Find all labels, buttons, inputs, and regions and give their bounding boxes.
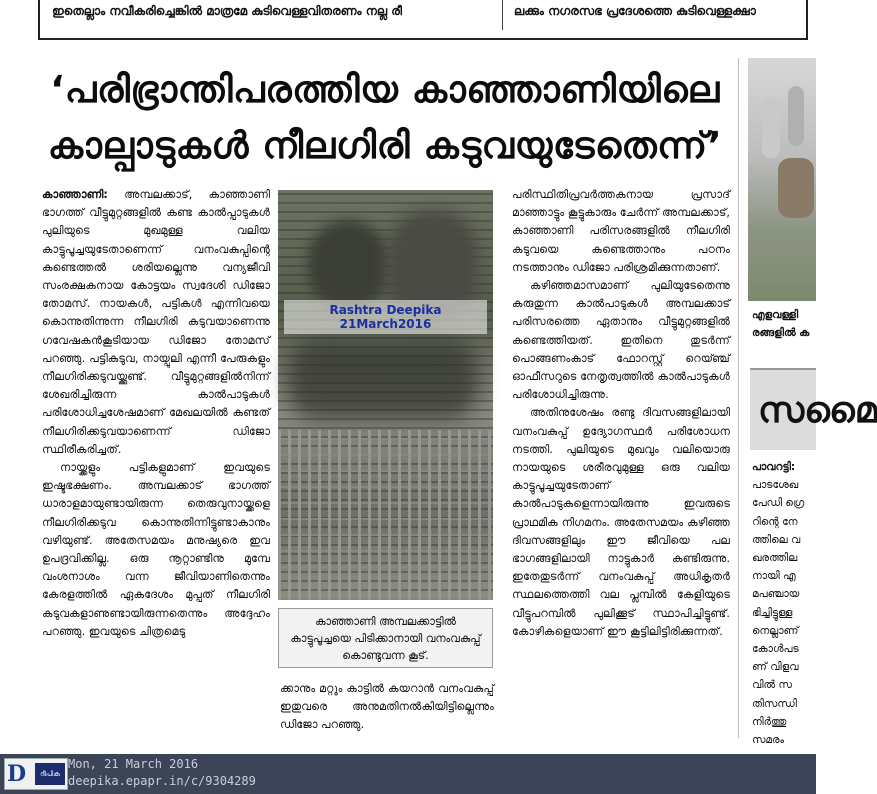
side-caption-line: എളവള്ളി xyxy=(752,309,799,321)
article-paragraph: ക്കാനും മറ്റും കാട്ടിൽ കയറാൻ വനംവകുപ്പ് ഇതുവരെ അനുമതിനൽകിയിട്ടില്ലെന്നും ഡിജോ പറഞ്ഞു. xyxy=(280,682,494,732)
side-article-text xyxy=(752,458,816,749)
side-text-line: കോൾപട xyxy=(752,643,799,656)
article-paragraph: അമ്പലക്കാട്, കാഞ്ഞാണി ഭാഗത്ത് വീട്ടുമുറ്റങ്ങളിൽ കണ്ട കാൽപ്പാടുകൾ പുലിയുടെ മുഖമുള്ള വലിയ കാട്ടുപൂച്ചയുടേതാണെന്ന് വനംവകുപ്പിന്റെ കണ്ടെത്തൽ ശരിയല്ലെന്നു വന്യജീവി സംരക്ഷകനായ കോട്ടയം സ്വദേശി ഡിജോ തോമസ്. നായകൾ, പട്ടികൾ എന്നിവയെ കൊന്നുതിന്നുന്ന നീലഗിരി കടുവയാണെന്നു ഗവേഷകൻകൂടിയായ ഡിജോ തോമസ് പറഞ്ഞു. പട്ടികടുവ, നായ്പുലി എന്നീ പേരുകളും നീലഗിരിക്കടുവയ്ക്കുണ്ട്. വീട്ടുമുറ്റങ്ങളിൽനിന്ന് ശേഖരിച്ചിരുന്ന കാൽപാടുകൾ പരിശോധിച്ചശേഷമാണ് മേഖലയിൽ കണ്ടത് നീലഗിരിക്കടുവയാണെന്ന് ഡിജോ സ്ഥിരീകരിച്ചത്. xyxy=(42,188,270,456)
dateline: കാഞ്ഞാണി: xyxy=(42,188,108,201)
side-article-photo xyxy=(748,58,816,301)
headline xyxy=(40,62,730,174)
publication-date: Mon, 21 March 2016 xyxy=(68,757,199,771)
epaper-link[interactable]: deepika.epapr.in/c/9304289 xyxy=(68,774,256,788)
person-figure xyxy=(762,98,780,158)
side-text-line: സമരം xyxy=(752,734,784,747)
photo-watermark: Rashtra Deepika 21March2016 xyxy=(284,300,487,334)
photo-blur-region xyxy=(308,220,388,310)
cage-image xyxy=(278,430,493,600)
column-divider xyxy=(738,58,739,738)
side-article-heading: സമൈ xyxy=(750,368,816,450)
person-figure xyxy=(788,86,804,146)
side-text-line: ത്തിലെ വ xyxy=(752,533,801,546)
photo-caption: കാഞ്ഞാണി അമ്പലക്കാട്ടിൽ കാട്ടുപൂച്ചയെ പിടിക്കാനായി വനംവകുപ്പ് കൊണ്ടുവന്ന കൂട്. xyxy=(278,608,493,668)
article-column-1 xyxy=(42,186,270,754)
side-text-line: പാടശേഖ xyxy=(752,479,799,492)
person-figure xyxy=(778,158,814,218)
article-paragraph: അതിനുശേഷം രണ്ടു ദിവസങ്ങളിലായി വനംവകുപ്പ് ഉദ്യോഗസ്ഥർ പരിശോധന നടത്തി. പുലിയുടെ മുഖവും വലിയൊരു നായയുടെ ശരീരവുമുള്ള ഒരു വലിയ കാട്ടുപൂച്ചയുടേതാണ് കാൽപാടുകളെന്നായിരുന്നു ഇവരുടെ പ്രാഥമിക നിഗമനം. അതേസമയം കഴിഞ്ഞ ദിവസങ്ങളിലും ഈ ജീവിയെ പല ഭാഗങ്ങളിലായി നാട്ടുകാർ കണ്ടിരുന്നു. ഇതേതുടർന്ന് വനംവകുപ്പ് അധികൃതർ സ്ഥലത്തെത്തി വല പ്ലമ്പിൽ കേളിയുടെ വീട്ടുപറമ്പിൽ പുലിക്കൂട് സ്ഥാപിച്ചിട്ടുണ്ട്. കോഴികളെയാണ് ഈ കൂട്ടിലിട്ടിരിക്കുന്നത്. xyxy=(512,406,730,638)
side-text-line: പേഡി ഗ്രെ xyxy=(752,497,805,510)
side-text-line: മപഞ്ചായ xyxy=(752,588,800,601)
side-photo-caption xyxy=(752,306,816,342)
side-text-line: ഭിച്ചിട്ടുള്ള xyxy=(752,606,793,619)
article-paragraph: കഴിഞ്ഞമാസമാണ് പുലിയുടേതെന്നു കരുതുന്ന കാൽപാടുകൾ അമ്പലക്കാട് പരിസരത്തെ ഏതാനും വീട്ടുമുറ്റങ്ങളിൽ കണ്ടെത്തിയത്. ഇതിനെ തുടർന്ന് പൊങ്ങണംകാട് ഫോറസ്റ്റ് റെയ്ഞ്ച് ഓഫീസറുടെ നേതൃത്വത്തിൽ കാൽപാടുകൾ പരിശോധിച്ചിരുന്നു. xyxy=(512,279,730,402)
side-text-line: പാവറട്ടി: xyxy=(752,461,796,473)
logo-mark-icon: D xyxy=(7,761,27,787)
side-text-line: നായി എ xyxy=(752,570,796,583)
article-column-3 xyxy=(512,186,730,746)
article-column-2 xyxy=(280,680,494,735)
headline-line-1: ‘പരിഭ്രാന്തിപരത്തിയ കാഞ്ഞാണിയിലെ xyxy=(50,68,720,111)
side-text-line: നിർത്തു xyxy=(752,715,787,728)
epaper-footer xyxy=(0,754,816,794)
article-paragraph: പരിസ്ഥിതിപ്രവർത്തകനായ പ്രസാദ് മാഞ്ഞാട്ടും കൂട്ടുകാരും ചേർന്ന് അമ്പലക്കാട്, കാഞ്ഞാണി പരിസരങ്ങളിൽ നീലഗിരി കടുവയെ കണ്ടെത്താനും പഠനം നടത്താനും ഡിജോ പരിശ്രമിക്കുന്നതാണ്. xyxy=(512,188,730,274)
logo-text: ദീപിക xyxy=(35,763,65,785)
side-text-line: തിസന്ധി xyxy=(752,697,797,710)
side-caption-line: രങ്ങളിൽ ക xyxy=(752,327,810,339)
news-photo xyxy=(278,190,493,600)
article-paragraph: നായ്ക്കളും പട്ടികളുമാണ് ഇവയുടെ ഇഷ്ടഭക്ഷണം. അമ്പലക്കാട് ഭാഗത്ത് ധാരാളമായുണ്ടായിരുന്ന തെരുവുനായ്ക്കളെ നീലഗിരിക്കടുവ കൊന്നുതിന്നിട്ടുണ്ടാകാനും വഴിയുണ്ട്. അതേസമയം മനുഷ്യരെ ഇവ ഉപദ്രവിക്കില്ല. ഒരു നൂറ്റാണ്ടിനു മുമ്പേ വംശനാശം വന്ന ജീവിയാണിതെന്നും കേരളത്തിൽ ഏകദേശം മുപ്പത് നീലഗിരി കടുവകളാണുണ്ടായിരുന്നതെന്നും അദ്ദേഹം പറഞ്ഞു. ഇവയുടെ ചിത്രമെടു xyxy=(42,461,270,638)
deepika-logo[interactable] xyxy=(4,758,68,790)
side-text-line: നെല്ലാണ് xyxy=(752,624,799,637)
previous-article-text-right: ലക്കും നഗരസഭ പ്രദേശത്തെ കുടിവെള്ളക്ഷാ xyxy=(514,4,756,18)
side-text-line: റിന്റെ നേ xyxy=(752,515,798,528)
photo-blur-region xyxy=(288,340,478,420)
column-divider xyxy=(502,0,503,30)
headline-line-2: കാല്പാടുകൾ നീലഗിരി കടുവയുടേതെന്ന്’ xyxy=(47,124,723,167)
side-text-line: വിൽ സ xyxy=(752,679,792,692)
side-text-line: ണ് വിളവ xyxy=(752,661,799,674)
side-text-line: ഖരത്തില xyxy=(752,552,798,565)
previous-article-text-left: ഇതെല്ലാം നവീകരിച്ചെങ്കിൽ മാത്രമേ കുടിവെള്ളവിതരണം നല്ല രീ xyxy=(52,4,402,18)
